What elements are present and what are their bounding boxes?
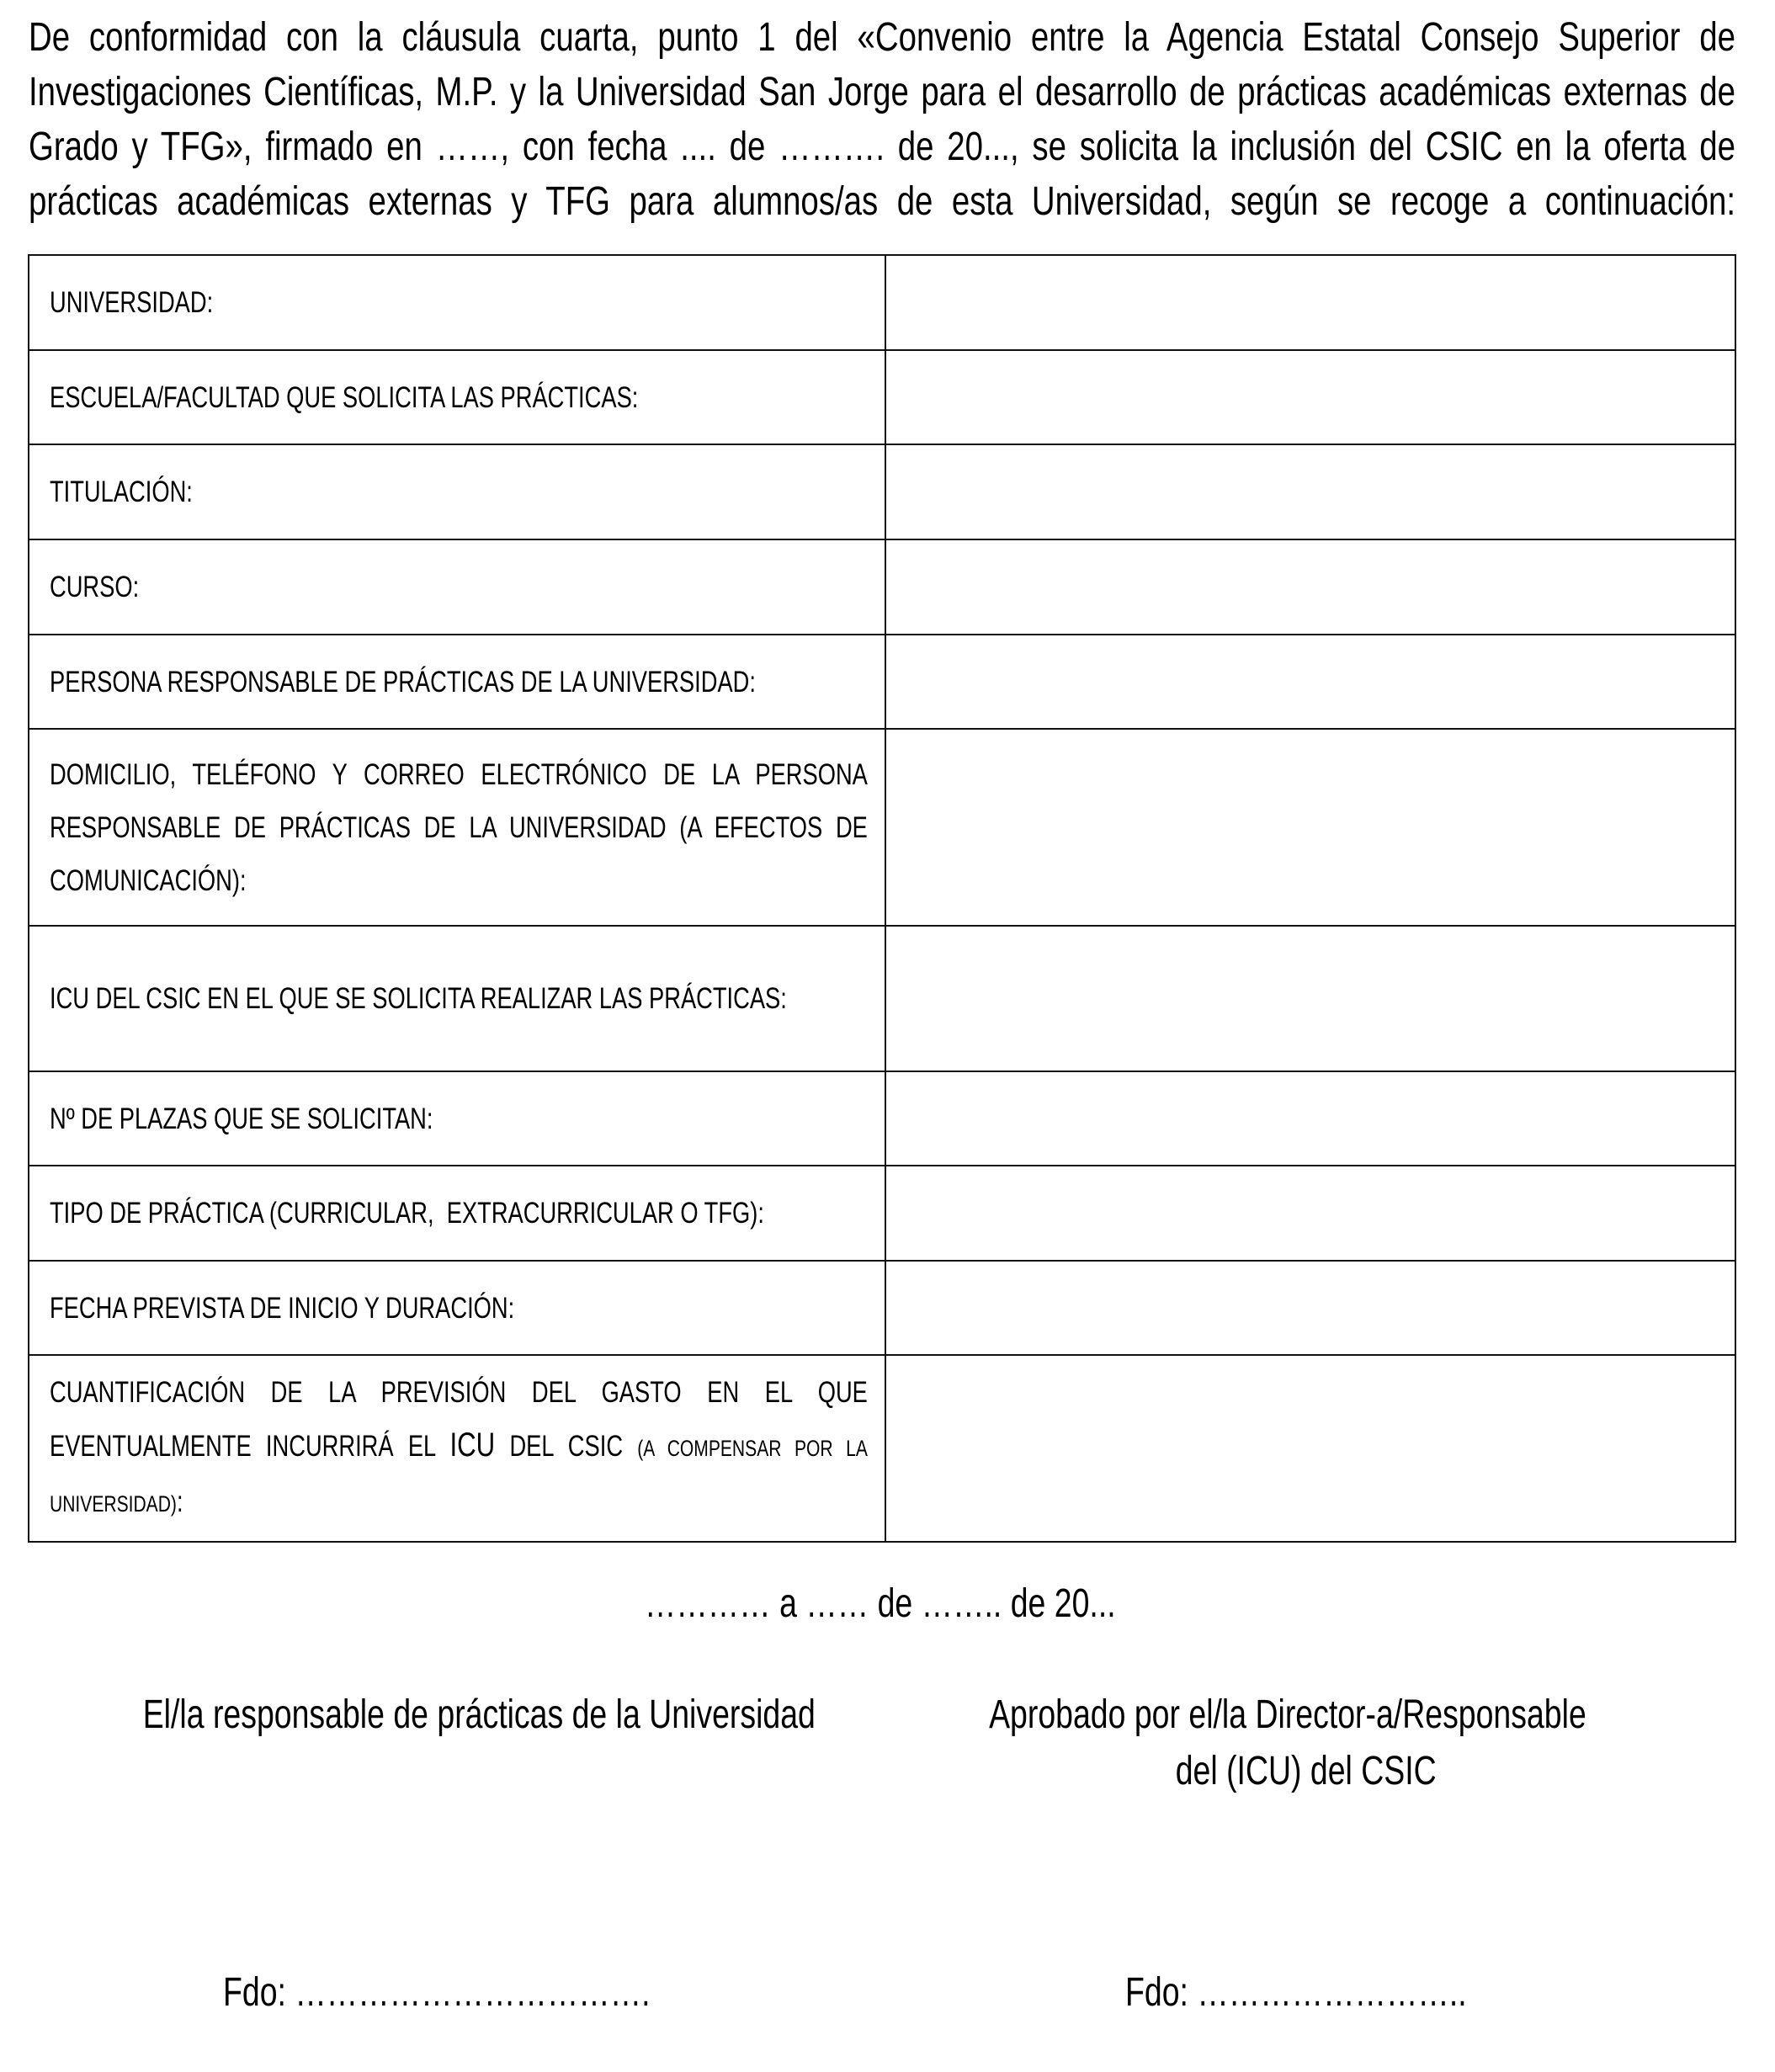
label-fecha-duracion: FECHA PREVISTA DE INICIO Y DURACIÓN: (29, 1261, 885, 1355)
field-universidad[interactable] (885, 255, 1735, 350)
label-icu-csic: ICU DEL CSIC EN EL QUE SE SOLICITA REALIZAR LAS PRÁCTICAS: (29, 926, 885, 1071)
compensation-note: (A COMPENSAR POR LA UNIVERSIDAD) (50, 1436, 868, 1517)
label-persona-responsable: PERSONA RESPONSABLE DE PRÁCTICAS DE LA UNIVERSIDAD: (29, 635, 885, 729)
university-signature-line[interactable]: Fdo: ……………………………. (223, 1970, 651, 2015)
table-row (29, 1261, 1735, 1355)
table-row (29, 729, 1735, 926)
label-tipo-practica: TIPO DE PRÁCTICA (CURRICULAR, EXTRACURRICULAR O TFG): (29, 1166, 885, 1261)
label-contacto-responsable: DOMICILIO, TELÉFONO Y CORREO ELECTRÓNICO DE LA PERSONA RESPONSABLE DE PRÁCTICAS DE LA UNIVERSIDAD (A EFECTOS DE COMUNICACIÓN): (29, 729, 885, 926)
label-cuantificacion-gasto: CUANTIFICACIÓN DE LA PREVISIÓN DEL GASTO EN EL QUE EVENTUALMENTE INCURRIRÁ EL ICU DEL CSIC (A COMPENSAR POR LA UNIVERSIDAD): (29, 1355, 885, 1542)
table-row (29, 926, 1735, 1071)
label-titulacion: TITULACIÓN: (29, 444, 885, 539)
label-curso: CURSO: (29, 539, 885, 635)
intro-paragraph-text: De conformidad con la cláusula cuarta, punto 1 del «Convenio entre la Agencia Estatal Consejo Superior de Investigaciones Científicas, M.P. y la Universidad San Jorge para el desarrollo de prácticas académicas externas de Grado y TFG», firmado en ……, con fecha .... de ………. de 20..., se solicita la inclusión del CSIC en la oferta de prácticas académicas externas y TFG para alumnos/as de esta Universidad, según se recoge a continuación: (29, 15, 1735, 224)
intro-paragraph (29, 10, 1735, 237)
field-icu-csic[interactable] (885, 926, 1735, 1071)
field-fecha-duracion[interactable] (885, 1261, 1735, 1355)
field-contacto-responsable[interactable] (885, 729, 1735, 926)
table-row (29, 539, 1735, 635)
field-escuela-facultad[interactable] (885, 350, 1735, 444)
field-tipo-practica[interactable] (885, 1166, 1735, 1261)
label-num-plazas: Nº DE PLAZAS QUE SE SOLICITAN: (29, 1071, 885, 1166)
field-curso[interactable] (885, 539, 1735, 635)
director-signer-title-line2: del (ICU) del CSIC (1175, 1749, 1438, 1793)
table-row (29, 635, 1735, 729)
table-row (29, 1355, 1735, 1542)
field-persona-responsable[interactable] (885, 635, 1735, 729)
director-signer-title-line1: Aprobado por el/la Director-a/Responsable (989, 1692, 1586, 1737)
label-universidad: UNIVERSIDAD: (29, 255, 885, 350)
field-num-plazas[interactable] (885, 1071, 1735, 1166)
table-row (29, 350, 1735, 444)
director-signature-line[interactable]: Fdo: …………………….. (1125, 1970, 1467, 2015)
request-form-table (28, 254, 1736, 1543)
label-escuela-facultad: ESCUELA/FACULTAD QUE SOLICITA LAS PRÁCTICAS: (29, 350, 885, 444)
university-signer-title: El/la responsable de prácticas de la Universidad (142, 1692, 816, 1737)
table-row (29, 1071, 1735, 1166)
table-row (29, 444, 1735, 539)
field-titulacion[interactable] (885, 444, 1735, 539)
field-cuantificacion-gasto[interactable] (885, 1355, 1735, 1542)
table-row (29, 255, 1735, 350)
place-date-line: ………… a …… de …….. de 20... (645, 1581, 1116, 1626)
table-row (29, 1166, 1735, 1261)
